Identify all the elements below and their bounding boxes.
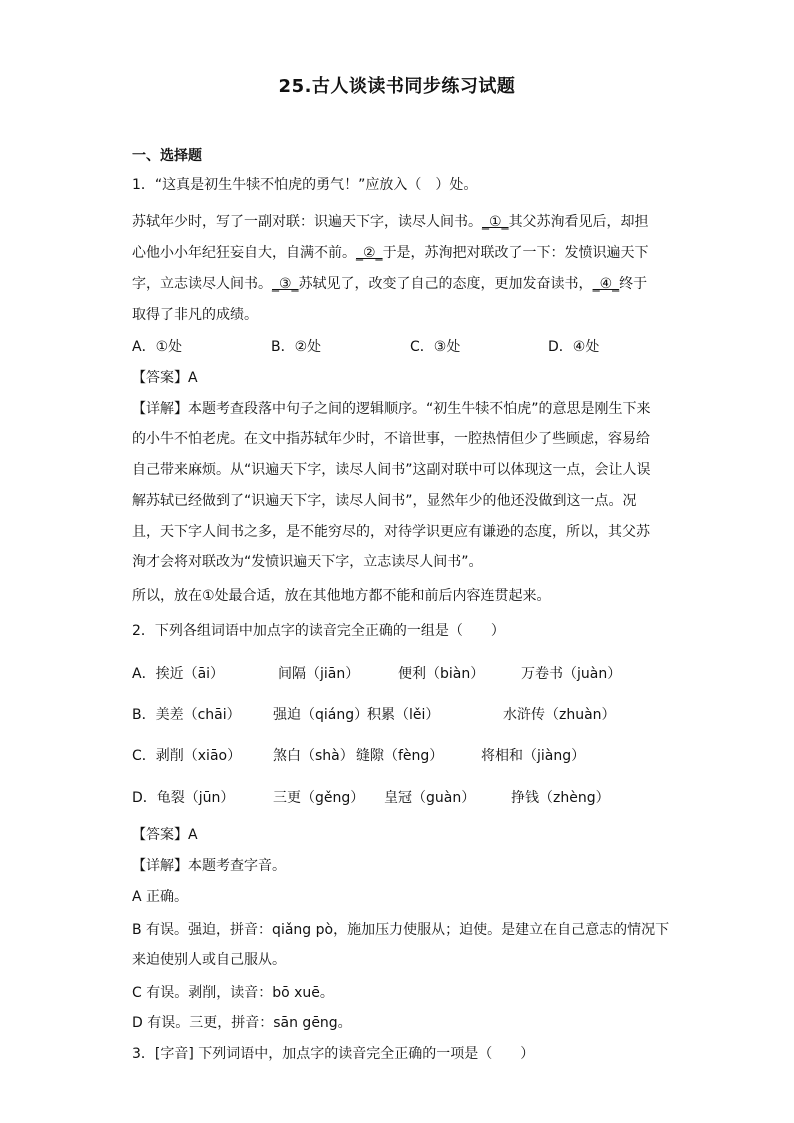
q1-option-b: B．②处 — [271, 339, 322, 355]
section-heading: 一、选择题 — [132, 148, 202, 164]
q2-detail-line: A 正确。 — [132, 889, 189, 905]
q2-detail-line: D 有误。三更，拼音：sān gēng。 — [132, 1015, 352, 1031]
q1-detail-line: 自己带来麻烦。从“识遍天下字，读尽人间书”这副对联中可以体现这一点，会让人误 — [132, 462, 651, 478]
passage-text: 终于 — [619, 276, 648, 292]
passage-text: 苏轼见了，改变了自己的态度，更加发奋读书， — [298, 276, 593, 292]
q2-row-c-item: 将相和（jiàng） — [481, 748, 586, 764]
q2-row-b-item: B．美差（chāi） — [132, 707, 241, 723]
q2-row-a-item: 便利（biàn） — [398, 666, 485, 682]
passage-text: 其父苏洵看见后，却担 — [508, 214, 649, 230]
q2-detail-line: 来迫使别人或自己服从。 — [132, 952, 286, 968]
blank-4: _④_ — [592, 276, 620, 292]
q1-detail-line: 所以，放在①处最合适，放在其他地方都不能和前后内容连贯起来。 — [132, 588, 551, 604]
q2-row-b-item: 积累（lěi） — [367, 707, 440, 723]
blank-2: _②_ — [356, 245, 383, 261]
question-2-stem: 2．下列各组词语中加点字的读音完全正确的一组是（ ） — [132, 623, 505, 639]
passage-text: 字，立志读尽人间书。 — [132, 276, 272, 292]
question-3-stem: 3．[字音] 下列词语中，加点字的读音完全正确的一项是（ ） — [132, 1046, 535, 1062]
passage-text: 心他小小年纪狂妄自大，自满不前。 — [132, 245, 356, 261]
passage-text: 于是，苏洵把对联改了一下：发愤识遍天下 — [382, 245, 649, 261]
q2-row-a-item: 间隔（jiān） — [278, 666, 360, 682]
q2-row-c-item: C．剥削（xiāo） — [132, 748, 242, 764]
page-title: 25.古人谈读书同步练习试题 — [278, 76, 516, 97]
q2-row-a-item: A．挨近（āi） — [132, 666, 225, 682]
blank-3: _③_ — [272, 276, 299, 292]
q1-detail-line: 的小牛不怕老虎。在文中指苏轼年少时，不谙世事，一腔热情但少了些顾虑，容易给 — [132, 431, 650, 447]
question-1-stem: 1．“这真是初生牛犊不怕虎的勇气！”应放入（ ）处。 — [132, 177, 478, 193]
q2-detail-line: 【详解】本题考查字音。 — [132, 858, 286, 874]
q1-option-d: D．④处 — [548, 339, 600, 355]
q1-passage-line-1 — [132, 212, 649, 232]
q1-answer: 【答案】A — [132, 370, 198, 386]
q1-passage-line-3 — [132, 274, 647, 294]
q1-detail-line: 【详解】本题考查段落中句子之间的逻辑顺序。“初生牛犊不怕虎”的意思是刚生下来 — [132, 401, 651, 417]
q2-row-d-item: D．龟裂（jūn） — [132, 790, 235, 806]
q2-row-c-item: 缝隙（fèng） — [356, 748, 444, 764]
blank-1: _①_ — [482, 214, 509, 230]
q1-detail-line: 且，天下字人间书之多，是不能穷尽的，对待学识更应有谦逊的态度，所以，其父苏 — [132, 524, 650, 540]
q2-detail-line: B 有误。强迫，拼音：qiǎng pò，施加压力使服从；迫使。是建立在自己意志的情况下 — [132, 922, 670, 938]
q2-row-b-item: 强迫（qiáng） — [273, 707, 369, 723]
q2-row-d-item: 皇冠（guàn） — [384, 790, 476, 806]
q2-detail-line: C 有误。剥削，读音：bō xuē。 — [132, 985, 334, 1001]
q2-answer: 【答案】A — [132, 827, 198, 843]
q1-option-c: C．③处 — [410, 339, 461, 355]
q2-row-d-item: 三更（gěng） — [273, 790, 365, 806]
q2-row-d-item: 挣钱（zhèng） — [511, 790, 610, 806]
q2-row-a-item: 万卷书（juàn） — [521, 666, 622, 682]
q1-detail-line: 洵才会将对联改为“发愤识遍天下字，立志读尽人间书”。 — [132, 554, 483, 570]
q2-row-b-item: 水浒传（zhuàn） — [503, 707, 616, 723]
q2-row-c-item: 煞白（shà） — [273, 748, 354, 764]
q1-passage-line-4: 取得了非凡的成绩。 — [132, 307, 258, 323]
q1-passage-line-2 — [132, 243, 649, 263]
passage-text: 苏轼年少时，写了一副对联：识遍天下字，读尽人间书。 — [132, 214, 482, 230]
q1-option-a: A．①处 — [132, 339, 183, 355]
q1-detail-line: 解苏轼已经做到了“识遍天下字，读尽人间书”，显然年少的他还没做到这一点。况 — [132, 493, 637, 509]
